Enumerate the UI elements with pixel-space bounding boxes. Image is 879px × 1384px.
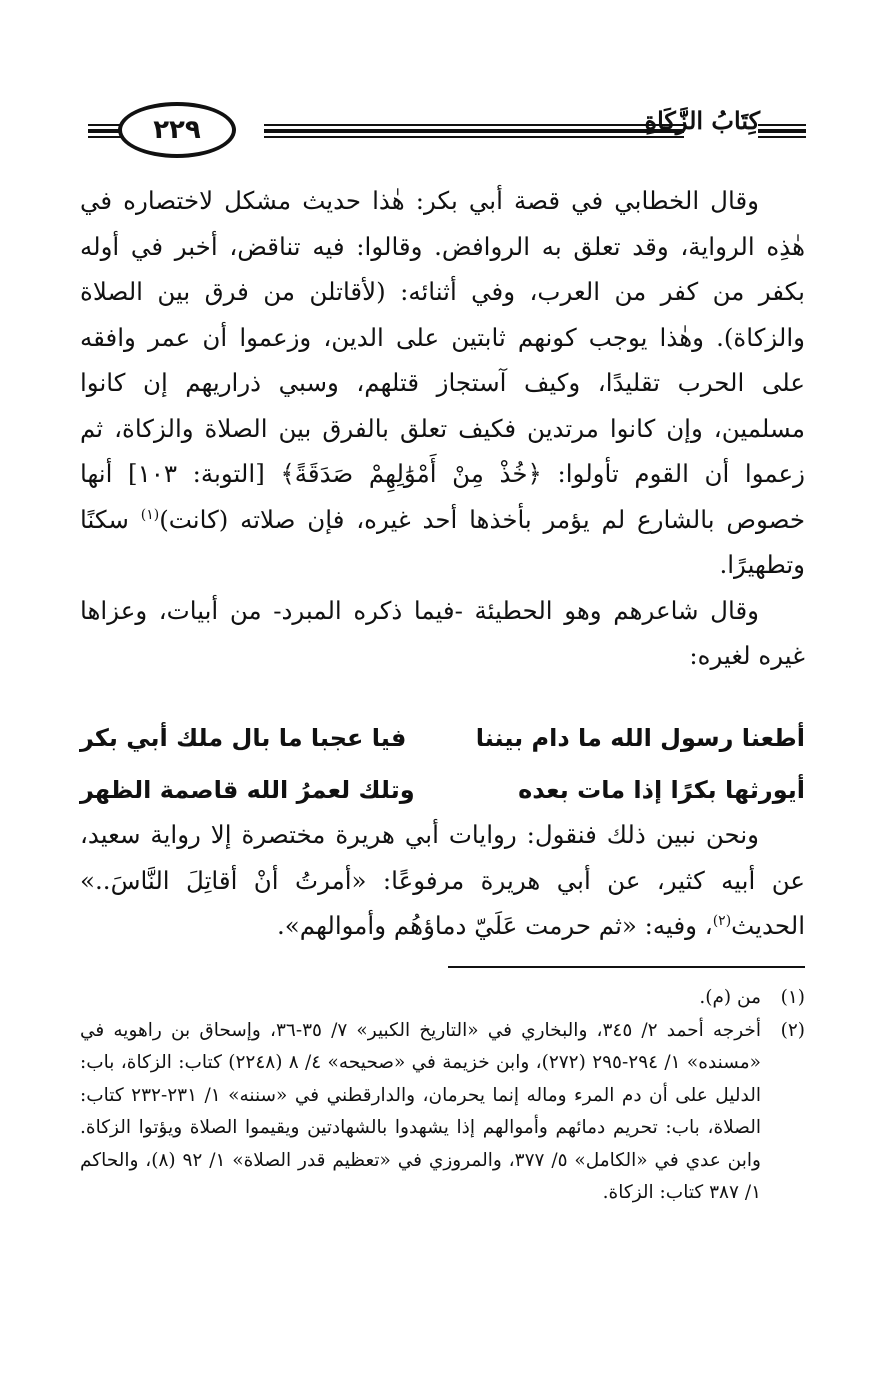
footnote-number: (١): [780, 987, 805, 1008]
page-number: ٢٢٩: [153, 115, 201, 145]
footnote-ref-1: (١): [140, 506, 160, 523]
paragraph-explanation: [80, 812, 805, 949]
header-rule-center: [264, 124, 684, 141]
main-text-continued: [80, 812, 805, 949]
footnote: [80, 982, 805, 1015]
footnote-ref-2: (٢): [712, 912, 732, 929]
verse-first-hemistich: أطعنا رسول الله ما دام بيننا: [475, 724, 805, 752]
paragraph-khattabi: [80, 178, 805, 588]
main-text: [80, 178, 805, 679]
paragraph-poet-intro: وقال شاعرهم وهو الحطيئة -فيما ذكره المبرد- من أبيات، وعزاها غيره لغيره:: [80, 595, 805, 670]
page-header: [78, 100, 806, 164]
footnote: [80, 1015, 805, 1210]
verse-second-hemistich: وتلك لعمرُ الله قاصمة الظهر: [80, 776, 415, 804]
poem-verse: [80, 764, 805, 816]
footnote-text: من (م).: [699, 987, 761, 1008]
running-title: كِتَابُ الزَّكَاةِ: [644, 106, 760, 135]
footnotes: [80, 982, 805, 1210]
paragraph-khattabi-text: وقال الخطابي في قصة أبي بكر: هٰذا حديث مشكل لاختصاره في هٰذِه الرواية، وقد تعلق به الروافض. وقالوا: فيه تناقض، أخبر في أوله بكفر من كفر من العرب، وفي أثنائه: (لأقاتلن من فرق بين الصلاة والزكاة). وهٰذا يوجب كونهم ثابتين على الدين، وزعموا أن عمر وافقه على الحرب تقليدًا، وكيف آستجاز قتلهم، وسبي ذراريهم إن كانوا مسلمين، وإن كانوا مرتدين فكيف تعلق بالفرق بين الصلاة والزكاة، ثم زعموا أن القوم تأولوا: ﴿خُذْ مِنْ أَمْوَٰلِهِمْ صَدَقَةً﴾ [التوبة: ١٠٣] أنها خصوص بالشارع لم يؤمر بأخذها أحد غيره، فإن صلاته (كانت): [80, 186, 805, 534]
footnote-number: (٢): [780, 1019, 805, 1041]
page-number-ornament: [118, 102, 236, 158]
paragraph-explanation-end: ، وفيه: «ثم حرمت عَلَيّ دماؤهُم وأموالهم».: [277, 911, 713, 940]
verse-first-hemistich: أيورثها بكرًا إذا مات بعده: [518, 776, 805, 804]
poem-verse: [80, 712, 805, 764]
paragraph-explanation-text: ونحن نبين ذلك فنقول: روايات أبي هريرة مختصرة إلا رواية سعيد، عن أبيه كثير، عن أبي هريرة مرفوعًا: «أمرتُ أنْ أقاتِلَ النَّاسَ..» الحديث: [80, 820, 805, 940]
header-rule-right: [758, 124, 806, 141]
poem: [80, 712, 805, 816]
footnote-separator: [448, 966, 805, 968]
footnote-text: أخرجه أحمد ٢/ ٣٤٥، والبخاري في «التاريخ الكبير» ٧/ ٣٥-٣٦، وإسحاق بن راهويه في «مسنده» ١/ ٢٩٤-٢٩٥ (٢٧٢)، وابن خزيمة في «صحيحه» ٤/ ٨ (٢٢٤٨) كتاب: الزكاة، باب: الدليل على أن دم المرء وماله إنما يحرمان، والدارقطني في «سننه» ١/ ٢٣١-٢٣٢ كتاب: الصلاة، باب: تحريم دمائهم وأموالهم إذا يشهدوا بالشهادتين ويقيموا الصلاة ويؤتوا الزكاة. وابن عدي في «الكامل» ٥/ ٣٧٧، والمروزي في «تعظيم قدر الصلاة» ١/ ٩٢ (٨)، والحاكم ١/ ٣٨٧ كتاب: الزكاة.: [80, 1019, 761, 1203]
verse-second-hemistich: فيا عجبا ما بال ملك أبي بكر: [80, 724, 407, 752]
paragraph-khattabi-end: سكنًا وتطهيرًا.: [80, 504, 805, 579]
